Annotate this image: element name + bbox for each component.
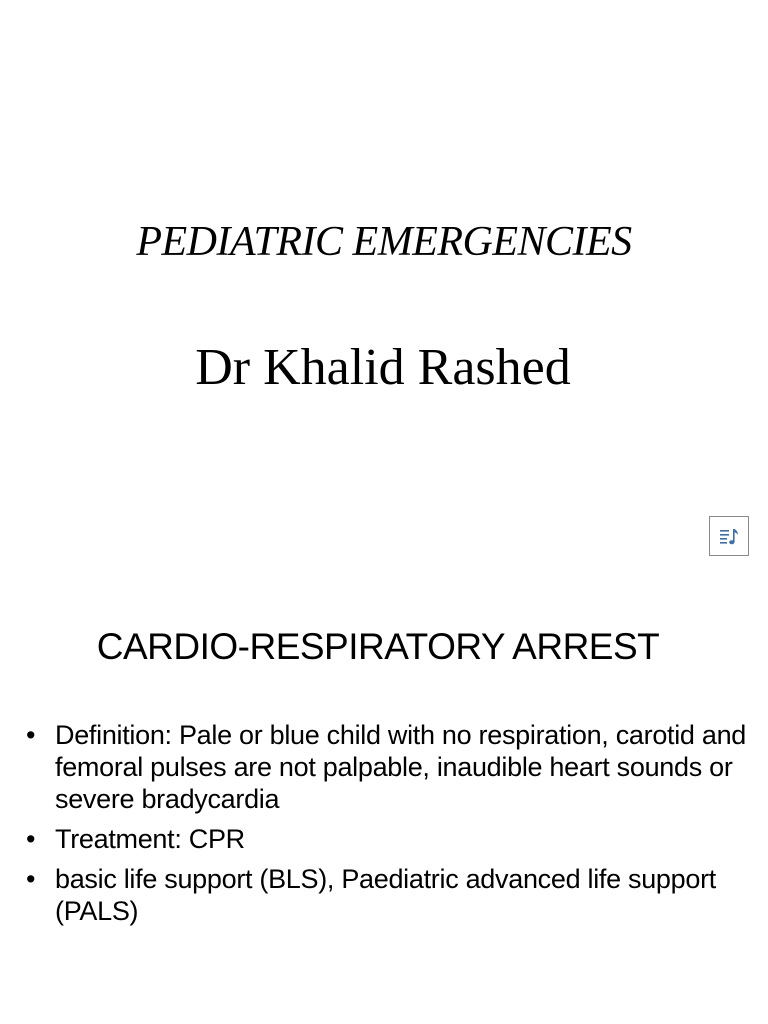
bullet-icon: •: [26, 720, 36, 750]
presentation-title: PEDIATRIC EMERGENCIES: [136, 219, 632, 265]
slide-heading: CARDIO-RESPIRATORY ARREST: [96, 626, 660, 667]
bullet-list: [0, 719, 760, 935]
bullet-text-definition: Definition: Pale or blue child with no respiration, carotid and femoral pulses are not palpable, inaudible heart sounds or severe bradycardia: [55, 720, 746, 814]
slide-cardio-respiratory-arrest: [0, 576, 768, 1024]
audio-button[interactable]: [709, 516, 749, 556]
bullet-icon: •: [26, 824, 36, 854]
bullet-item: [0, 823, 760, 855]
bullet-text-life-support: basic life support (BLS), Paediatric advanced life support (PALS): [55, 864, 716, 926]
bullet-text-treatment: Treatment: CPR: [55, 824, 245, 854]
bullet-icon: •: [26, 864, 36, 894]
bullet-item: [0, 719, 760, 815]
bullet-item: [0, 863, 760, 927]
presenter-name: Dr Khalid Rashed: [195, 339, 571, 396]
audio-playlist-icon: [718, 525, 740, 547]
